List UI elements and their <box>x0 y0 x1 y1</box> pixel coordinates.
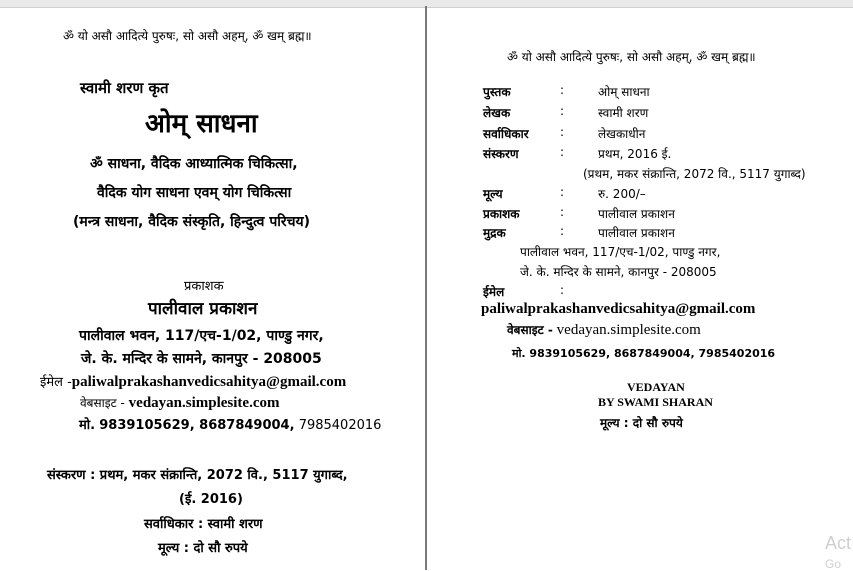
invocation: ॐ यो असौ आदित्ये पुरुषः, सो असौ अहम्, ॐ खम् ब्रह्म॥ <box>63 29 312 43</box>
book-title: ओम् साधना <box>145 109 258 139</box>
edition-line-1: संस्करण : प्रथम, मकर संक्रान्ति, 2072 वि., 5117 युगाब्द, <box>47 468 348 483</box>
separator: : <box>560 224 565 238</box>
address-line-1: पालीवाल भवन, 117/एच-1/02, पाण्डु नगर, <box>79 328 324 344</box>
publisher-name: पालीवाल प्रकाशन <box>148 299 258 319</box>
printer-label: मुद्रक <box>483 226 506 240</box>
price-label: मूल्य <box>483 187 503 201</box>
email-row <box>40 372 346 391</box>
page-divider <box>425 6 427 570</box>
price-line: मूल्य : दो सौ रुपये <box>158 541 248 556</box>
left-page <box>0 8 425 570</box>
phone-numbers: 9839105629, 8687849004, <box>99 418 295 433</box>
email-address: paliwalprakashanvedicsahitya@gmail.com <box>481 301 756 317</box>
author-line: स्वामी शरण कृत <box>80 79 169 97</box>
printer-value: पालीवाल प्रकाशन <box>598 226 675 240</box>
separator: : <box>560 145 565 159</box>
address-line-2: जे. के. मन्दिर के सामने, कानपुर - 208005 <box>81 351 322 367</box>
edition-value-2: (प्रथम, मकर संक्रान्ति, 2072 वि., 5117 युगाब्द) <box>583 167 806 181</box>
edition-label: संस्करण <box>483 147 519 161</box>
right-page <box>428 8 853 570</box>
email-address: paliwalprakashanvedicsahitya@gmail.com <box>71 374 347 390</box>
author-value: स्वामी शरण <box>598 106 649 120</box>
invocation: ॐ यो असौ आदित्ये पुरुषः, सो असौ अहम्, ॐ खम् ब्रह्म॥ <box>507 50 756 64</box>
publisher-value: पालीवाल प्रकाशन <box>598 207 675 221</box>
address-line-1: पालीवाल भवन, 117/एच-1/02, पाण्डु नगर, <box>520 245 721 259</box>
address-line-2: जे. के. मन्दिर के सामने, कानपुर - 208005 <box>520 265 717 279</box>
price-in-words: मूल्य : दो सौ रुपये <box>600 416 683 430</box>
rights-label: सर्वाधिकार <box>483 127 529 141</box>
website-url: vedayan.simplesite.com <box>556 322 701 338</box>
rights-value: लेखकाधीन <box>598 127 646 141</box>
price-value: रु. 200/– <box>598 187 646 201</box>
email-label: ईमेल - <box>40 375 72 390</box>
edition-value-1: प्रथम, 2016 ई. <box>598 147 672 161</box>
phone-line: मो. 9839105629, 8687849004, 7985402016 <box>512 347 776 360</box>
edition-line-2: (ई. 2016) <box>179 492 243 507</box>
watermark-line-2: Go <box>825 557 842 571</box>
phone-label: मो. <box>79 418 96 433</box>
english-title: VEDAYAN <box>627 380 685 394</box>
rights-line: सर्वाधिकार : स्वामी शरण <box>144 517 263 532</box>
publisher-label: प्रकाशक <box>184 279 224 294</box>
english-author: BY SWAMI SHARAN <box>598 395 713 409</box>
author-label: लेखक <box>483 106 511 120</box>
website-row <box>80 394 280 412</box>
website-label: वेबसाइट - <box>507 323 553 337</box>
subtitle-line-1: ॐ साधना, वैदिक आध्यात्मिक चिकित्सा, <box>90 156 298 172</box>
separator: : <box>560 283 565 297</box>
phone-row <box>79 415 381 433</box>
website-label: वेबसाइट - <box>80 396 125 410</box>
book-label: पुस्तक <box>483 85 511 99</box>
subtitle-line-3: (मन्त्र साधना, वैदिक संस्कृति, हिन्दुत्व परिचय) <box>73 214 311 230</box>
subtitle-line-2: वैदिक योग साधना एवम् योग चिकित्सा <box>97 185 292 201</box>
separator: : <box>560 104 565 118</box>
book-value: ओम् साधना <box>598 85 650 99</box>
phone-extra: 7985402016 <box>298 418 382 433</box>
separator: : <box>560 205 565 219</box>
separator: : <box>560 83 565 97</box>
publisher-label: प्रकाशक <box>483 207 520 221</box>
separator: : <box>560 185 565 199</box>
watermark-line-1: Act <box>825 533 852 553</box>
email-label: ईमेल <box>483 285 505 299</box>
separator: : <box>560 125 565 139</box>
website-row <box>507 321 701 339</box>
website-url: vedayan.simplesite.com <box>128 395 280 411</box>
